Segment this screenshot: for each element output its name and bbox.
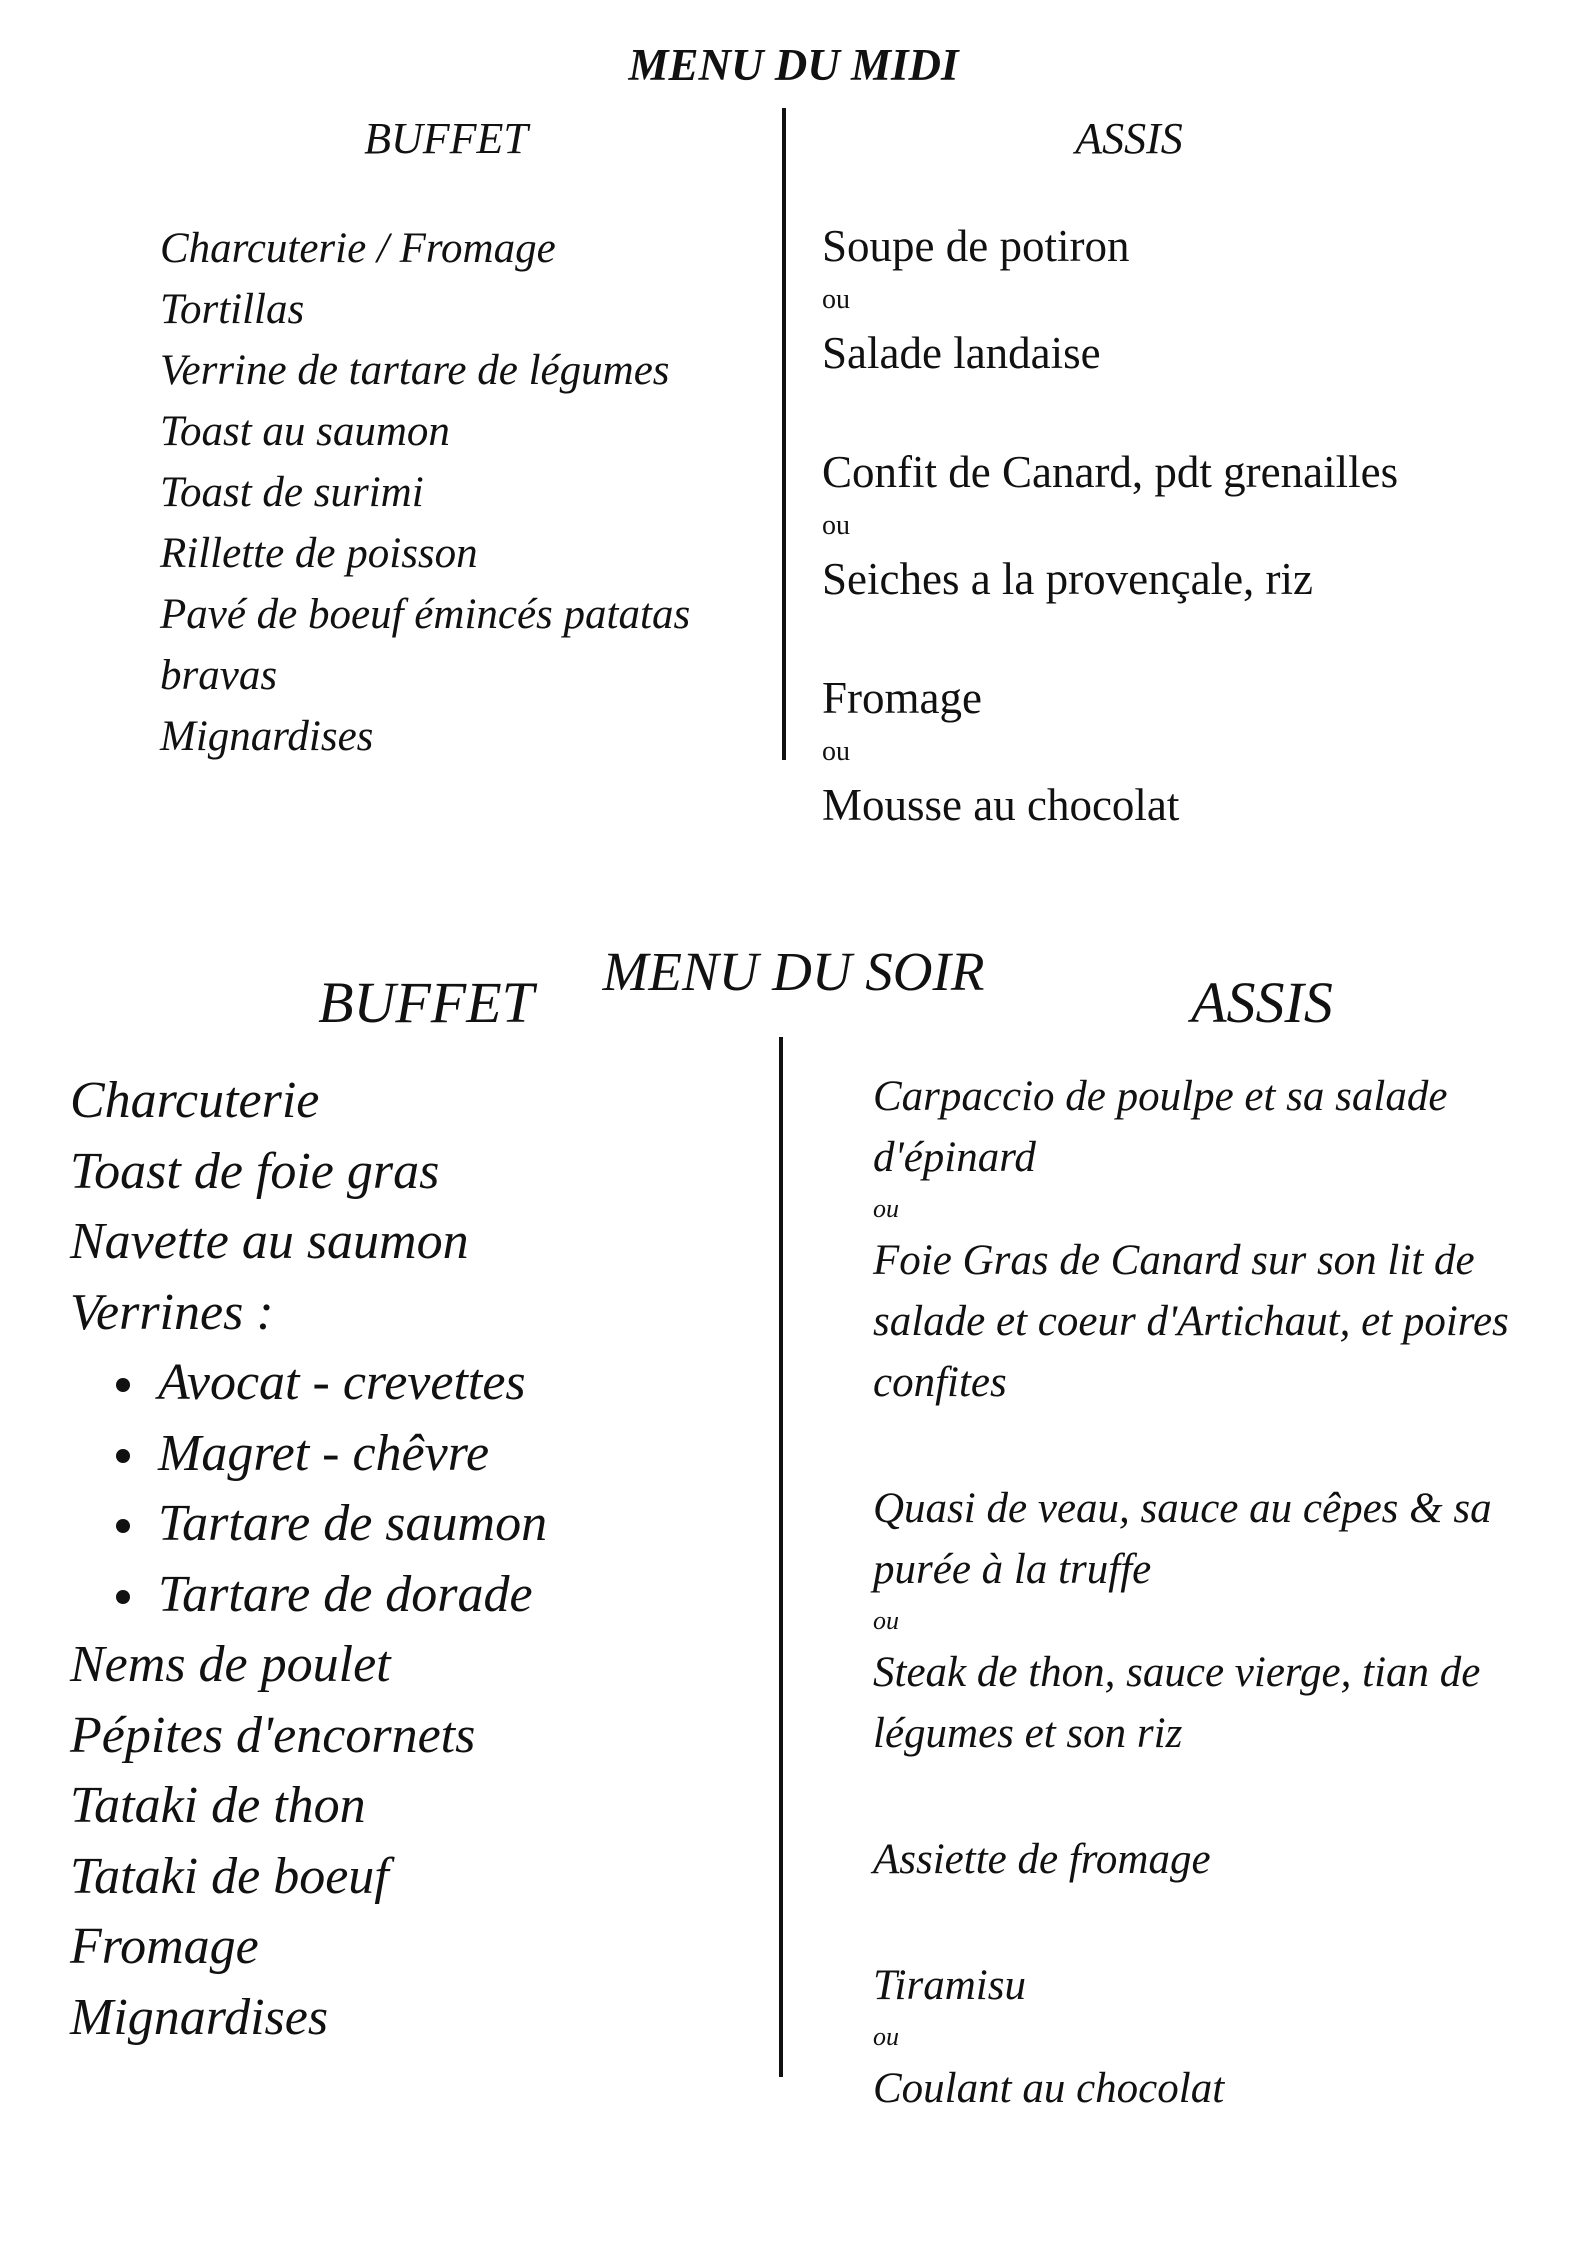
course-option-line: Tiramisu (873, 1962, 1026, 2009)
dinner-buffet-item: Nems de poulet (70, 1636, 391, 1693)
or-separator: ou (873, 2022, 899, 2051)
verrines-group (70, 1348, 750, 1630)
dinner-buffet-heading: BUFFET (318, 970, 534, 1035)
verrine-item (70, 1560, 750, 1631)
course-option: Fromage (822, 673, 982, 723)
course-option-line: Foie Gras de Canard sur son lit de (873, 1237, 1475, 1284)
lunch-menu-title: MENU DU MIDI (628, 40, 959, 90)
lunch-buffet-item: Charcuterie / Fromage (160, 225, 556, 272)
course-option: Mousse au chocolat (822, 780, 1180, 830)
course-option-line: confites (873, 1359, 1007, 1406)
dinner-main-course (873, 1478, 1553, 1764)
lunch-buffet-item: Tortillas (160, 286, 305, 333)
lunch-buffet-item: Mignardises (160, 713, 374, 760)
verrine-label: Tartare de saumon (158, 1495, 548, 1552)
lunch-dessert-course (822, 670, 1562, 833)
course-option: Seiches a la provençale, riz (822, 554, 1314, 604)
dinner-buffet-item: Fromage (70, 1918, 259, 1975)
dinner-buffet-item: Tataki de boeuf (70, 1847, 389, 1905)
course-option-line: d'épinard (873, 1134, 1036, 1181)
dinner-starter-course (873, 1066, 1553, 1413)
or-separator: ou (822, 736, 850, 767)
course-option-line: Quasi de veau, sauce au cêpes & sa (873, 1485, 1492, 1532)
lunch-main-course (822, 444, 1562, 607)
dinner-buffet-item: Mignardises (70, 1988, 329, 2046)
lunch-buffet-list (160, 218, 760, 767)
dinner-seated-courses (873, 1066, 1553, 2184)
lunch-buffet-item: Toast au saumon (160, 408, 450, 455)
dinner-buffet-item: Charcuterie (70, 1072, 320, 1129)
or-separator: ou (873, 1194, 899, 1223)
bullet-icon (116, 1519, 130, 1533)
dinner-buffet-item: Pépites d'encornets (70, 1706, 476, 1764)
dinner-buffet-item: Toast de foie gras (70, 1142, 440, 1200)
lunch-column-divider (782, 108, 786, 760)
verrine-item (70, 1419, 750, 1490)
dinner-buffet-item: Verrines : (70, 1283, 274, 1341)
verrine-label: Magret - chêvre (158, 1424, 490, 1482)
or-separator: ou (822, 284, 850, 315)
or-separator: ou (873, 1606, 899, 1635)
dinner-menu-title: MENU DU SOIR (602, 941, 985, 1002)
course-option-line: Carpaccio de poulpe et sa salade (873, 1073, 1448, 1120)
verrine-item (70, 1348, 750, 1419)
course-option-line: Coulant au chocolat (873, 2065, 1225, 2112)
lunch-buffet-item: Verrine de tartare de légumes (160, 347, 670, 394)
dinner-buffet-item: Tataki de thon (70, 1777, 366, 1834)
verrine-item (70, 1489, 750, 1560)
bullet-icon (116, 1449, 130, 1463)
lunch-starter-course (822, 218, 1562, 381)
dinner-buffet-list (70, 1066, 750, 2053)
lunch-buffet-item: Toast de surimi (160, 469, 424, 516)
lunch-buffet-heading: BUFFET (364, 114, 528, 163)
dinner-seated-heading: ASSIS (1191, 970, 1333, 1035)
course-option: Confit de Canard, pdt grenailles (822, 447, 1399, 497)
or-separator: ou (822, 510, 850, 541)
dinner-buffet-item: Navette au saumon (70, 1213, 469, 1270)
verrine-label: Tartare de dorade (158, 1565, 533, 1623)
course-option: Salade landaise (822, 328, 1101, 378)
course-option-line: salade et coeur d'Artichaut, et poires (873, 1298, 1509, 1345)
dinner-column-divider (779, 1037, 783, 2077)
lunch-seated-heading: ASSIS (1075, 114, 1183, 163)
course-option-line: Steak de thon, sauce vierge, tian de (873, 1649, 1481, 1696)
bullet-icon (116, 1378, 130, 1392)
course-option: Soupe de potiron (822, 221, 1130, 271)
lunch-buffet-item: bravas (160, 652, 278, 699)
course-option-line: purée à la truffe (873, 1546, 1152, 1593)
course-option-line: Assiette de fromage (873, 1836, 1211, 1883)
lunch-seated-courses (822, 218, 1562, 896)
dinner-cheese-course (873, 1829, 1553, 1890)
course-option-line: légumes et son riz (873, 1710, 1183, 1757)
lunch-buffet-item: Rillette de poisson (160, 530, 478, 577)
verrines-sublist (70, 1348, 750, 1630)
bullet-icon (116, 1590, 130, 1604)
verrine-label: Avocat - crevettes (158, 1354, 526, 1411)
dinner-dessert-course (873, 1955, 1553, 2119)
lunch-buffet-item: Pavé de boeuf émincés patatas (160, 591, 691, 638)
